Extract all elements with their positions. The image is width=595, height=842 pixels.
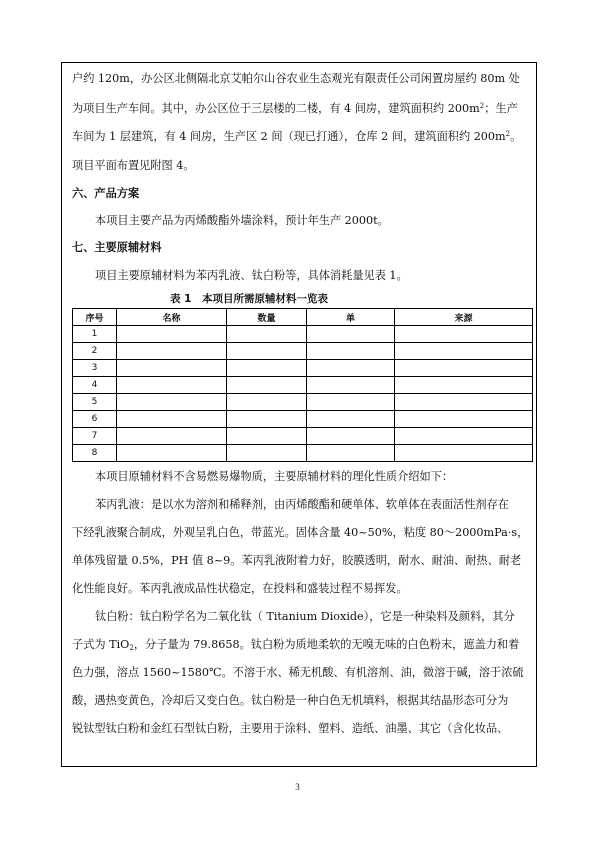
table-cell [227,445,307,462]
table-cell [227,428,307,445]
paragraph-line: 车间为 1 层建筑，有 4 间房，生产区 2 间（现已打通），仓库 2 间，建筑面积约 $200m^2$。 [72,130,522,143]
table-cell [395,428,533,445]
table-cell [227,377,307,394]
table-row [73,394,533,411]
row-number: 4 [73,377,117,394]
paragraph-line: 色力强，溶点 1560~1580℃。不溶于水、稀无机酸、有机溶剂、油，微溶于碱，溶于浓硫 [72,666,524,679]
table-cell [307,445,395,462]
paragraph-line: 本项目主要产品为丙烯酸酯外墙涂料，预计年生产 2000t。 [95,214,389,227]
table-cell [117,326,227,343]
paragraph-line: 酸，遇热变黄色，冷却后又变白色。钛白粉是一种白色无机填料，根据其结晶形态可分为 [72,694,509,707]
paragraph-line: 苯丙乳液：是以水为溶剂和稀释剂，由丙烯酸酯和硬单体、软单体在表面活性剂存在 [95,498,509,511]
table-caption: 表 1 本项目所需原辅材料一览表 [170,293,328,305]
section-heading-product: 六、产品方案 [72,187,140,200]
table-cell [227,343,307,360]
table-cell [307,411,395,428]
table-cell [307,360,395,377]
table-cell [395,326,533,343]
table-row [73,343,533,360]
table-cell [117,360,227,377]
table-cell [307,343,395,360]
table-cell [307,326,395,343]
paragraph-line: 户约 120m，办公区北侧隔北京艾帕尔山谷农业生态观光有限责任公司闲置房屋约 80m 处 [72,72,520,85]
paragraph-line: 项目平面布置见附图 4。 [72,159,195,172]
row-number: 2 [73,343,117,360]
table-cell [395,445,533,462]
table-row [73,360,533,377]
table-row [73,411,533,428]
table-cell [395,343,533,360]
table-cell [227,326,307,343]
table-cell [227,360,307,377]
paragraph-line: 化性能良好。苯丙乳液成品性状稳定，在投料和盛装过程不易挥发。 [72,582,408,595]
table-cell [117,394,227,411]
table-cell [227,394,307,411]
subscript: 2 [129,644,134,652]
table-row [73,326,533,343]
table-cell [307,377,395,394]
table-cell [227,411,307,428]
table-row [73,445,533,462]
materials-table [72,308,533,462]
table-cell [395,411,533,428]
header-cell: 数量 [227,309,307,326]
header-cell: 名称 [117,309,227,326]
superscript: 2 [479,102,485,110]
header-cell: 单 [307,309,395,326]
row-number: 1 [73,326,117,343]
paragraph-line: 项目主要原辅材料为苯丙乳液、钛白粉等，具体消耗量见表 1。 [95,269,408,282]
table-header-row [73,309,533,326]
table-cell [117,428,227,445]
paragraph-line: 单体残留量 0.5%，PH 值 8~9。苯丙乳液附着力好，胶膜透明，耐水、耐油、耐热、耐老 [72,554,522,567]
table-cell [117,411,227,428]
section-heading-materials: 七、主要原辅材料 [72,241,162,254]
table-cell [395,377,533,394]
paragraph-line: 为项目生产车间。其中，办公区位于三层楼的二楼，有 4 间房，建筑面积约 $200m^2$；生产 [72,102,518,115]
header-cell: 来源 [395,309,533,326]
paragraph-line: 钛白粉：钛白粉学名为二氧化钛（ Titanium Dioxide），它是一种染料及颜料，其分 [95,610,515,623]
row-number: 5 [73,394,117,411]
row-number: 8 [73,445,117,462]
table-cell [117,377,227,394]
table-row [73,377,533,394]
table-cell [395,394,533,411]
row-number: 3 [73,360,117,377]
page-number: 3 [295,782,300,792]
paragraph-line: 本项目原辅材料不含易燃易爆物质，主要原辅材料的理化性质介绍如下： [95,470,454,483]
table-cell [117,343,227,360]
table-row [73,428,533,445]
table-cell [117,445,227,462]
table-cell [395,360,533,377]
row-number: 7 [73,428,117,445]
paragraph-line: 锐钛型钛白粉和金红石型钛白粉，主要用于涂料、塑料、造纸、油墨、其它（含化妆品、 [72,722,509,735]
table-cell [307,394,395,411]
row-number: 6 [73,411,117,428]
superscript: 2 [505,130,511,138]
header-cell: 序号 [73,309,117,326]
paragraph-line: 下经乳液聚合制成，外观呈乳白色，带蓝光。固体含量 40~50%，粘度 80～2000mPa·s， [72,526,529,539]
paragraph-line: 子式为 TiO$_2$，分子量为 79.8658。钛白粉为质地柔软的无嗅无味的白色粉末，遮盖力和着 [72,638,520,652]
table-cell [307,428,395,445]
